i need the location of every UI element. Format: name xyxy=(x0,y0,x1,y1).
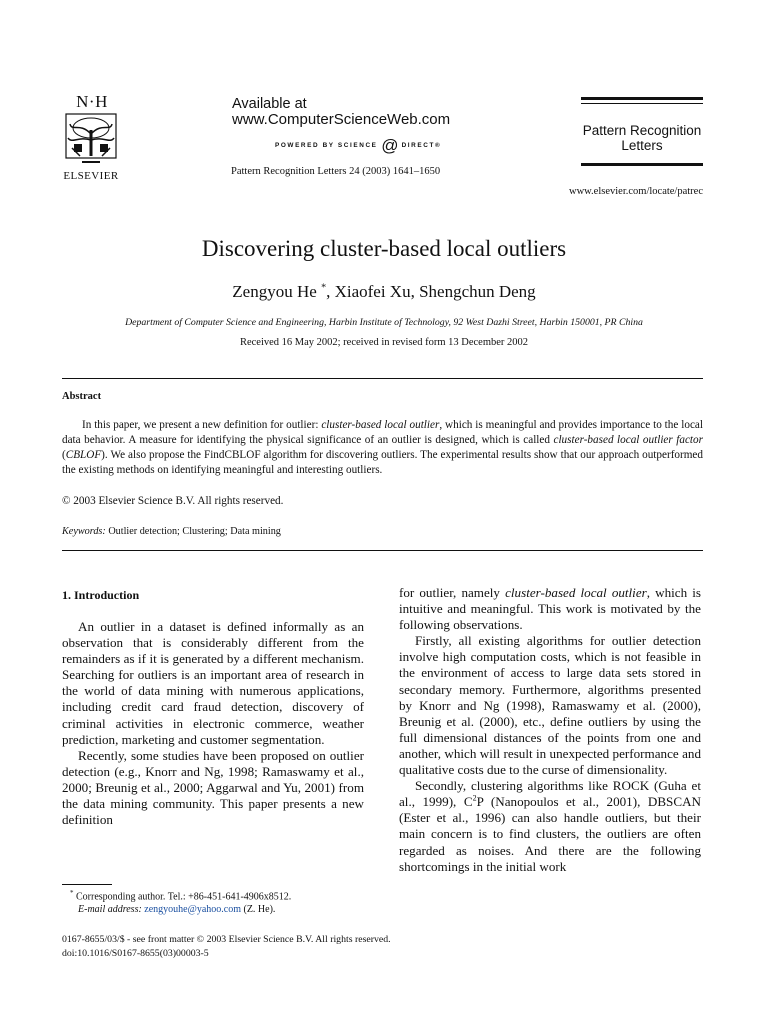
article-authors xyxy=(0,282,768,302)
body-column-right xyxy=(399,585,701,875)
availability-line-1: Available at xyxy=(232,96,307,112)
article-title: Discovering cluster-based local outliers xyxy=(201,236,567,261)
paragraph: Firstly, all existing algorithms for outlier detection involve high computation costs, which is not feasible in the environment of access to large data sets stored in secondary memory. Furthermore, algorithms presented by Knorr and Ng (1998), Ramaswamy et al. (2000), Breunig et al. (2000), etc., define outliers by using the full dimensional distances of the points from one and another, which will result in unexpected performance and qualitative costs due to the curse of dimensionality. xyxy=(399,633,701,778)
abstract-rule-top xyxy=(62,378,703,379)
paragraph-term: cluster-based local outlier xyxy=(505,585,647,600)
publisher-monogram: N·H xyxy=(76,92,108,111)
email-label: E-mail address: xyxy=(78,904,142,915)
front-matter-line: 0167-8655/03/$ - see front matter © 2003 Elsevier Science B.V. All rights reserved. xyxy=(62,934,391,945)
footnote-mark: * xyxy=(70,889,74,897)
footnote-corresponding-text: Corresponding author. Tel.: +86-451-641-4906x8512. xyxy=(76,891,292,903)
body-column-left xyxy=(62,619,364,828)
abstract-text-part: ). We also propose the FindCBLOF algorithm for discovering outliers. The experimental results show that our approach outperformed the existing methods on identifying meaningful and interesting outliers. xyxy=(62,449,703,476)
paragraph-part: for outlier, namely xyxy=(399,585,506,600)
abstract-text-part: In this paper, we present a new definition for outlier: xyxy=(82,419,322,431)
journal-logo-line-1: Pattern Recognition xyxy=(582,123,702,138)
abstract-term: cluster-based local outlier xyxy=(321,419,440,431)
footnote-corresponding xyxy=(70,889,291,902)
powered-by-science-direct xyxy=(275,132,442,155)
publisher-name: ELSEVIER xyxy=(63,170,119,182)
superscript: 2 xyxy=(472,793,477,803)
paragraph-part: Secondly, clustering algorithms like ROCK (Guha et al., 1999), C xyxy=(399,778,701,810)
powered-by-prefix: POWERED BY SCIENCE xyxy=(275,142,378,149)
keywords-list: Outlier detection; Clustering; Data mining xyxy=(105,526,281,537)
abstract-heading: Abstract xyxy=(62,391,102,402)
email-suffix: (Z. He). xyxy=(240,904,276,915)
journal-logo-rule-bottom xyxy=(581,163,703,166)
paragraph-part: P (Nanopoulos et al., 2001), DBSCAN (Ester et al., 1996) can also handle outliers, but their main concern is to find clusters, the outliers are often regarded as noises. And there are the following shortcomings in the initial work xyxy=(399,794,701,874)
corresponding-author-mark[interactable]: * xyxy=(321,282,327,294)
keywords-label: Keywords: xyxy=(62,526,106,537)
received-dates: Received 16 May 2002; received in revised form 13 December 2002 xyxy=(239,337,529,348)
abstract-rule-bottom xyxy=(62,550,703,551)
availability-notice xyxy=(232,96,450,128)
paragraph xyxy=(399,585,701,633)
journal-url-link[interactable]: www.elsevier.com/locate/patrec xyxy=(568,186,703,197)
affiliation: Department of Computer Science and Engineering, Harbin Institute of Technology, 92 West Dazhi Street, Harbin 150001, PR China xyxy=(125,317,643,328)
author-first: Zengyou He xyxy=(232,282,317,301)
elsevier-tree-logo-icon xyxy=(62,112,120,168)
paragraph: Recently, some studies have been proposed on outlier detection (e.g., Knorr and Ng, 1998; Ramaswamy et al., 2000; Breunig et al., 2000; Aggarwal and Yu, 2001) from the data mining community. This paper presents a new definition xyxy=(62,747,364,828)
abstract-text-part: , which is meaningful and provides importance to the local data behavior. A measure for identifying the physical significance of an outlier is designed, which is called xyxy=(62,419,703,446)
doi-link[interactable]: doi:10.1016/S0167-8655(03)00003-5 xyxy=(62,948,209,959)
footnote-rule xyxy=(62,884,112,885)
abstract-text xyxy=(62,418,703,478)
journal-logo-rule-top-thin xyxy=(581,103,703,104)
abstract-term: cluster-based local outlier factor xyxy=(553,434,703,446)
paragraph xyxy=(399,778,701,875)
footnote-email xyxy=(78,904,275,915)
keywords xyxy=(62,526,281,537)
author-rest: , Xiaofei Xu, Shengchun Deng xyxy=(326,282,536,301)
abstract-term: CBLOF xyxy=(65,449,102,461)
paragraph: An outlier in a dataset is defined informally as an observation that is considerably different from the remainders as if it is generated by a different mechanism. Searching for outliers is an important area of research in the world of data mining with numerous applications, including credit card fraud detection, discovery of criminal activities in electronic commerce, weather prediction, marketing and customer segmentation. xyxy=(62,619,364,747)
journal-logo xyxy=(578,123,706,153)
powered-by-suffix: DIRECT® xyxy=(401,142,442,149)
journal-citation: Pattern Recognition Letters 24 (2003) 1641–1650 xyxy=(231,166,441,177)
science-direct-at-icon: @ xyxy=(380,136,399,155)
journal-logo-rule-top xyxy=(581,97,703,100)
section-heading-introduction: 1. Introduction xyxy=(62,588,140,602)
abstract-text-part: ( xyxy=(62,449,66,461)
abstract-copyright: © 2003 Elsevier Science B.V. All rights reserved. xyxy=(62,495,284,507)
journal-logo-line-2: Letters xyxy=(621,138,663,153)
email-link[interactable]: zengyouhe@yahoo.com xyxy=(144,904,241,915)
availability-url[interactable]: www.ComputerScienceWeb.com xyxy=(232,111,451,128)
paragraph-part: , which is intuitive and meaningful. This work is motivated by the following observations. xyxy=(399,585,701,633)
